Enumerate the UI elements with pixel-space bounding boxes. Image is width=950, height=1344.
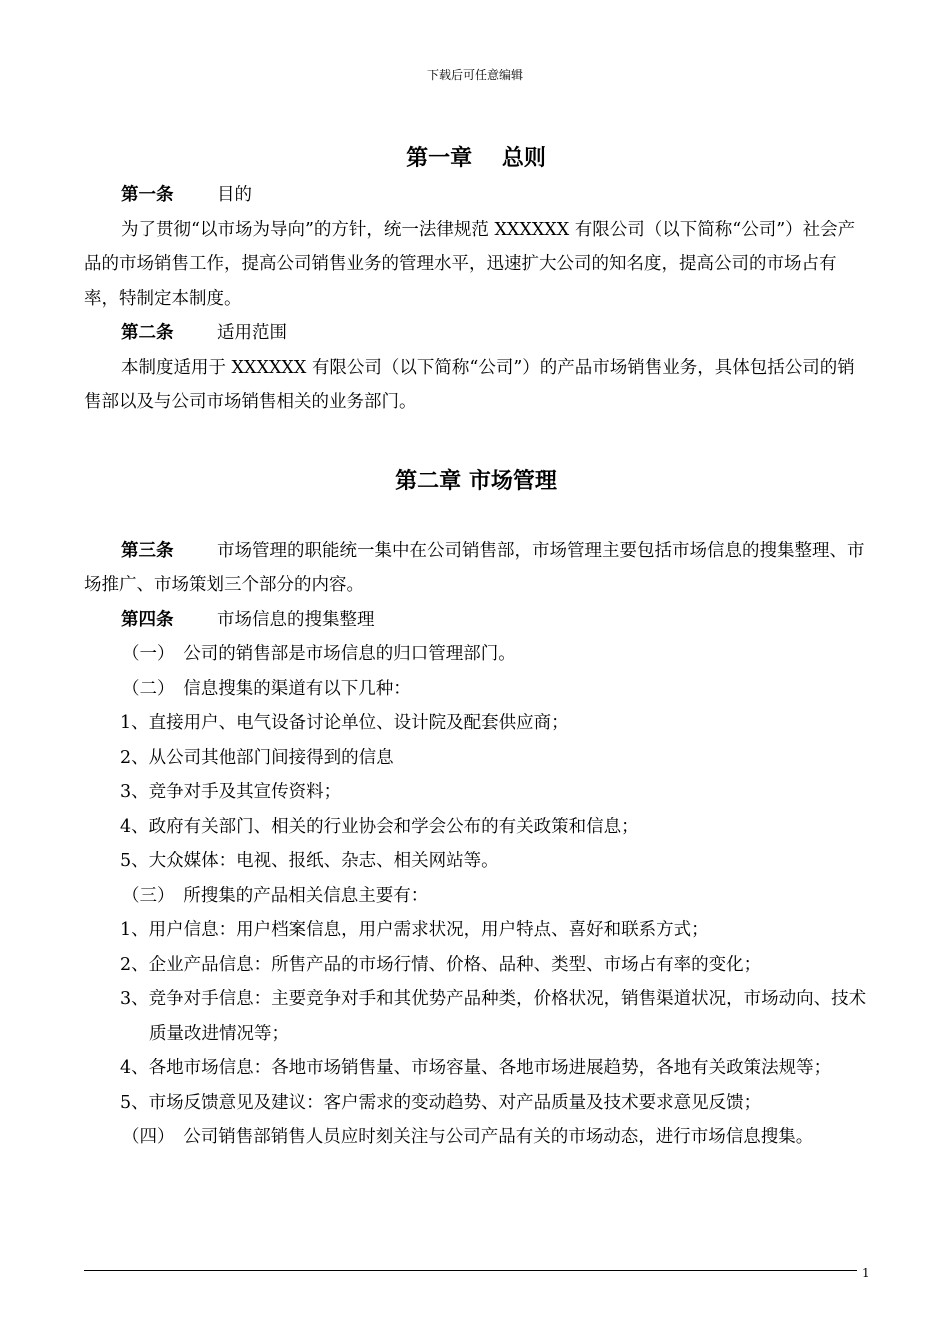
article-1-title: 目的 (217, 185, 252, 205)
article-4-sub-4: （四） 公司销售部销售人员应时刻关注与公司产品有关的市场动态，进行市场信息搜集。 (122, 1127, 814, 1147)
article-3-body: 市场管理的职能统一集中在公司销售部，市场管理主要包括市场信息的搜集整理、市场推广、市场策划三个部分的内容。 (84, 540, 865, 595)
article-4-title: 市场信息的搜集整理 (217, 609, 375, 630)
article-2-title: 适用范围 (217, 323, 287, 343)
channel-item: 2、从公司其他部门间接得到的信息 (120, 747, 394, 768)
article-2-body: 本制度适用于 XXXXXX 有限公司（以下简称“公司”）的产品市场销售业务，具体包括公司的销售部以及与公司市场销售相关的业务部门。 (84, 357, 855, 412)
chapter-1-title: 第一章 总则 (406, 146, 546, 171)
footer-divider (84, 1270, 857, 1271)
channel-item: 3、竞争对手及其宣传资料； (120, 782, 342, 802)
info-item: 4、各地市场信息：各地市场销售量、市场容量、各地市场进展趋势，各地有关政策法规等； (120, 1058, 832, 1078)
article-4-sub-3: （三） 所搜集的产品相关信息主要有： (122, 885, 429, 906)
article-4-sub-1: （一） 公司的销售部是市场信息的归口管理部门。 (122, 644, 516, 664)
article-1-heading (84, 178, 868, 213)
header-note: 下载后可任意编辑 (426, 68, 523, 82)
article-2-heading (84, 316, 868, 351)
document-body (84, 140, 868, 1155)
info-item: 2、企业产品信息：所售产品的市场行情、价格、品种、类型、市场占有率的变化； (120, 954, 762, 975)
info-item: 1、用户信息：用户档案信息，用户需求状况，用户特点、喜好和联系方式； (120, 920, 709, 940)
channel-item: 1、直接用户、电气设备讨论单位、设计院及配套供应商； (120, 713, 569, 733)
chapter-2-title: 第二章 市场管理 (395, 468, 557, 494)
page-number: 1 (862, 1266, 870, 1280)
info-item: 5、市场反馈意见及建议：客户需求的变动趋势、对产品质量及技术要求意见反馈； (120, 1092, 762, 1113)
article-1-number: 第一条 (121, 185, 174, 205)
article-4-sub-2: （二） 信息搜集的渠道有以下几种： (122, 678, 411, 699)
channel-item: 5、大众媒体：电视、报纸、杂志、相关网站等。 (120, 851, 499, 871)
channel-item: 4、政府有关部门、相关的行业协会和学会公布的有关政策和信息； (120, 816, 639, 837)
article-3-paragraph (84, 534, 868, 603)
article-4-heading (84, 603, 868, 638)
article-1-body: 为了贯彻“以市场为导向”的方针，统一法律规范 XXXXXX 有限公司（以下简称“公司”）社会产品的市场销售工作，提高公司销售业务的管理水平，迅速扩大公司的知名度，提高公司的市场占有率，特制定本制度。 (84, 219, 856, 309)
article-3-number: 第三条 (121, 540, 174, 561)
article-4-number: 第四条 (121, 609, 174, 630)
info-item: 3、竞争对手信息：主要竞争对手和其优势产品种类，价格状况，销售渠道状况，市场动向、技术质量改进情况等； (120, 989, 867, 1044)
article-2-number: 第二条 (121, 323, 174, 343)
